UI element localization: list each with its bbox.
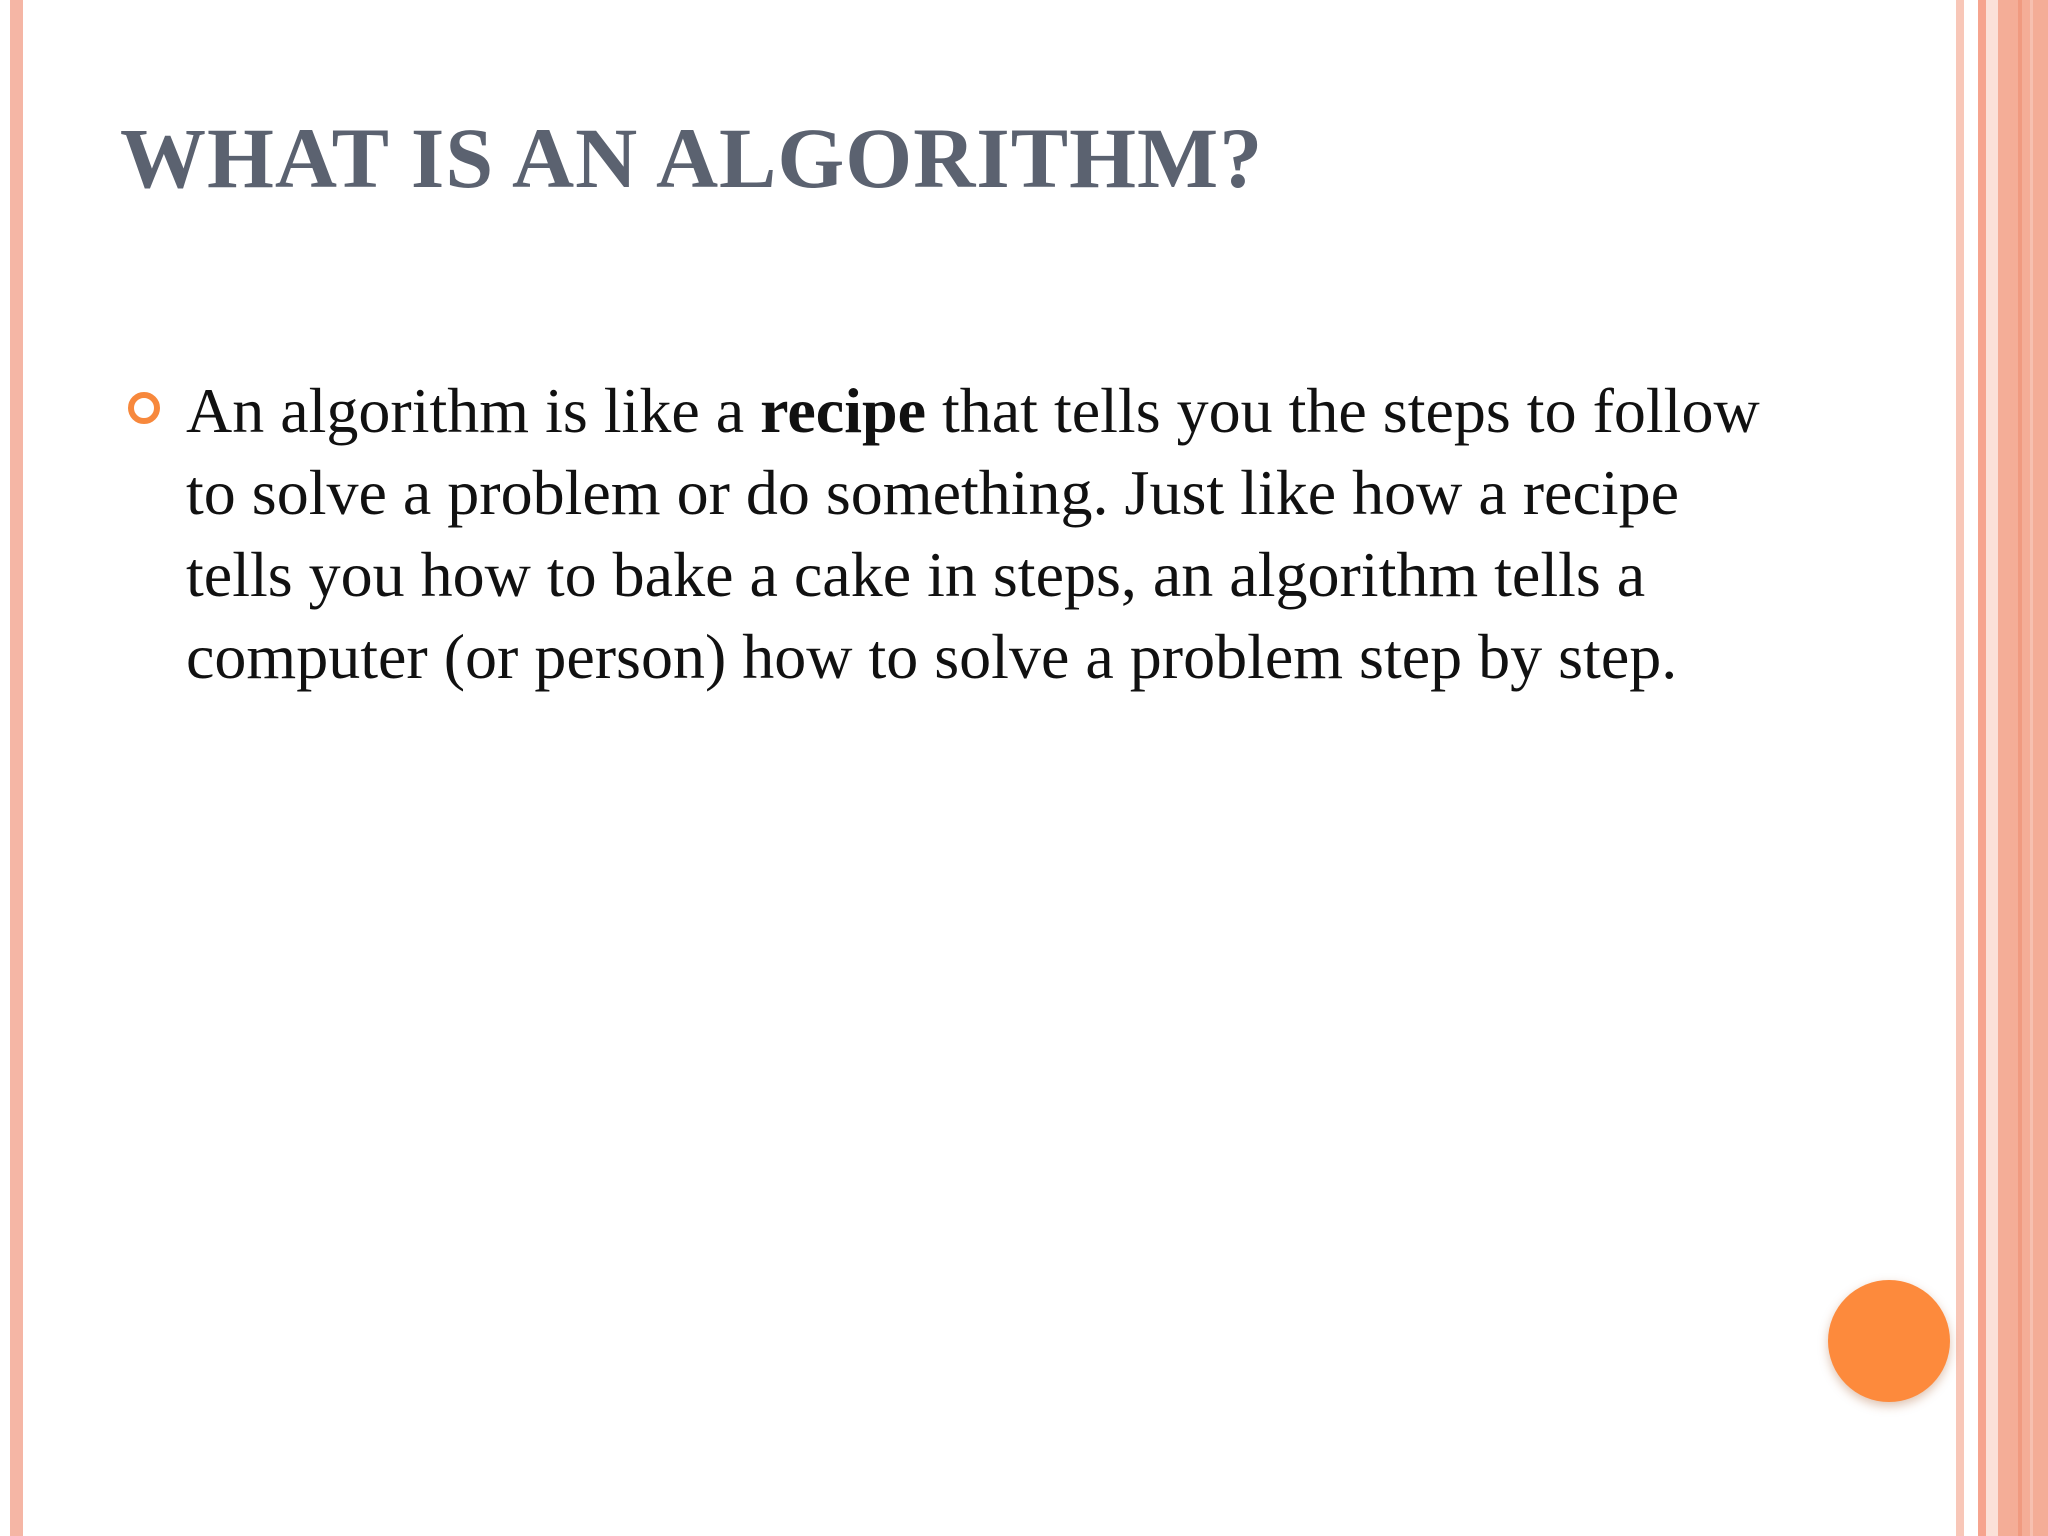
right-border-line — [2018, 0, 2022, 1536]
slide-title: WHAT IS AN ALGORITHM? — [120, 110, 1264, 206]
bullet-bold-word: recipe — [760, 375, 926, 446]
right-border-gap — [1964, 0, 1978, 1536]
right-border-line — [2030, 0, 2033, 1536]
bullet-text-after: that tells you the steps to follow to solve a problem or do something. Just like how a recipe tells you how to bake a cake in steps, an algorithm tells a computer (or person) how to solve a problem step by step. — [186, 375, 1760, 692]
bullet-text-before: An algorithm is like a — [186, 375, 761, 446]
hollow-circle-bullet-icon — [128, 392, 160, 424]
right-border-stripe — [1986, 0, 1998, 1536]
right-border-band — [1998, 0, 2048, 1536]
right-border-stripe — [1956, 0, 1964, 1536]
bullet-text — [186, 370, 1766, 698]
right-border-stripe — [1978, 0, 1986, 1536]
left-border-stripe — [10, 0, 23, 1536]
orange-circle-icon — [1828, 1280, 1950, 1402]
